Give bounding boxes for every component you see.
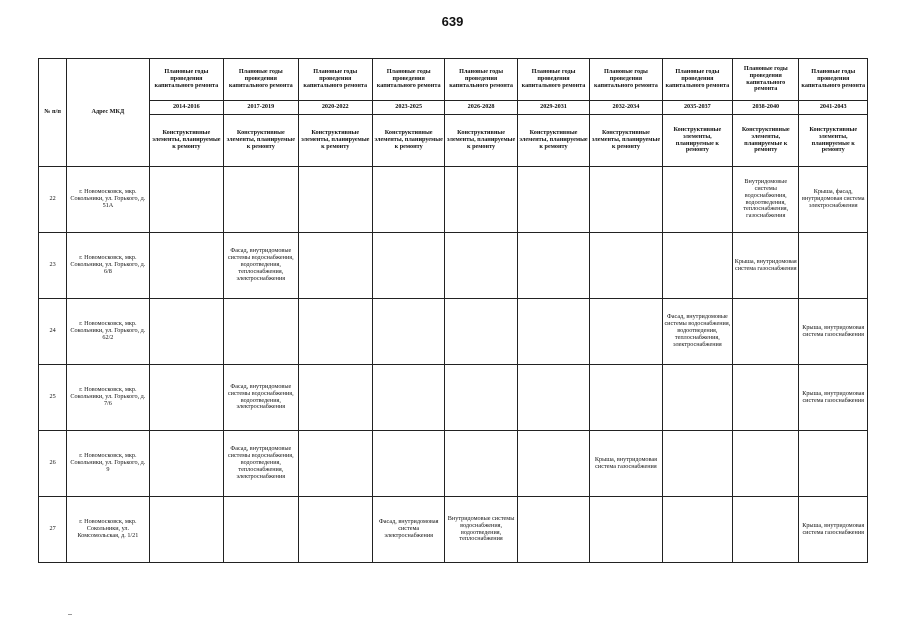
period-subtitle: Конструктивные элементы, планируемые к ремонту (662, 115, 732, 167)
repair-elements-cell (149, 431, 223, 497)
repair-elements-cell (662, 365, 732, 431)
repair-elements-cell (662, 497, 732, 563)
repair-elements-cell (372, 233, 444, 299)
period-title: Плановые годы проведения капитального ремонта (662, 59, 732, 101)
table-row (39, 299, 868, 365)
repair-elements-cell (590, 233, 662, 299)
repair-elements-cell (149, 299, 223, 365)
repair-schedule-table (38, 58, 868, 563)
period-subtitle: Конструктивные элементы, планируемые к ремонту (149, 115, 223, 167)
repair-elements-cell (445, 233, 517, 299)
table-row (39, 167, 868, 233)
repair-elements-cell (372, 299, 444, 365)
period-subtitle: Конструктивные элементы, планируемые к ремонту (372, 115, 444, 167)
repair-elements-cell: Фасад, внутридомовые системы водоснабжения, водоотведения, электроснабжения (224, 365, 298, 431)
repair-elements-cell (799, 431, 868, 497)
repair-elements-cell: Крыша, внутридомовая система газоснабжения (799, 299, 868, 365)
repair-elements-cell: Фасад, внутридомовая система электроснабжения (372, 497, 444, 563)
repair-elements-cell (733, 365, 799, 431)
period-title: Плановые годы проведения капитального ремонта (517, 59, 589, 101)
row-number: 25 (39, 365, 67, 431)
period-range: 2020-2022 (298, 101, 372, 115)
row-number: 27 (39, 497, 67, 563)
row-address: г. Новомосковск, мкр. Сокольники, ул. Горького, д. 62/2 (67, 299, 149, 365)
row-number: 24 (39, 299, 67, 365)
repair-elements-cell (590, 299, 662, 365)
period-title: Плановые годы проведения капитального ремонта (224, 59, 298, 101)
period-subtitle: Конструктивные элементы, планируемые к ремонту (799, 115, 868, 167)
repair-elements-cell: Крыша, внутридомовая система газоснабжения (799, 365, 868, 431)
repair-elements-cell (733, 497, 799, 563)
repair-elements-cell (590, 497, 662, 563)
repair-elements-cell (517, 299, 589, 365)
period-range: 2029-2031 (517, 101, 589, 115)
period-title: Плановые годы проведения капитального ремонта (149, 59, 223, 101)
repair-elements-cell: Крыша, фасад, внутридомовая система электроснабжения (799, 167, 868, 233)
row-number: 23 (39, 233, 67, 299)
repair-elements-cell (298, 167, 372, 233)
page-number: 639 (441, 14, 464, 29)
repair-elements-cell (298, 431, 372, 497)
col-header-address: Адрес МКД (67, 59, 149, 167)
repair-elements-cell (149, 233, 223, 299)
repair-elements-cell (590, 365, 662, 431)
scan-speck (68, 614, 72, 615)
repair-elements-cell (224, 299, 298, 365)
table-header (39, 59, 868, 167)
repair-elements-cell: Фасад, внутридомовые системы водоснабжения, водоотведения, теплоснабжения, электроснабжения (224, 431, 298, 497)
period-title: Плановые годы проведения капитального ремонта (799, 59, 868, 101)
repair-elements-cell: Фасад, внутридомовые системы водоснабжения, водоотведения, теплоснабжения, электроснабжения (662, 299, 732, 365)
repair-elements-cell (662, 233, 732, 299)
repair-elements-cell (662, 167, 732, 233)
period-range: 2035-2037 (662, 101, 732, 115)
repair-elements-cell: Фасад, внутридомовые системы водоснабжения, водоотведения, теплоснабжения, электроснабжения (224, 233, 298, 299)
period-range: 2032-2034 (590, 101, 662, 115)
period-range: 2026-2028 (445, 101, 517, 115)
period-title: Плановые годы проведения капитального ремонта (590, 59, 662, 101)
repair-elements-cell (298, 365, 372, 431)
repair-elements-cell (224, 167, 298, 233)
period-range: 2023-2025 (372, 101, 444, 115)
repair-elements-cell: Внутридомовые системы водоснабжения, водоотведения, теплоснабжения (445, 497, 517, 563)
header-row-subtitles (39, 115, 868, 167)
row-address: г. Новомосковск, мкр. Сокольники, ул. Комсомольская, д. 1/21 (67, 497, 149, 563)
period-title: Плановые годы проведения капитального ремонта (298, 59, 372, 101)
repair-elements-cell: Внутридомовые системы водоснабжения, водоотведения, теплоснабжения, газоснабжения (733, 167, 799, 233)
repair-elements-cell (372, 365, 444, 431)
repair-elements-cell (733, 299, 799, 365)
period-range: 2041-2043 (799, 101, 868, 115)
row-address: г. Новомосковск, мкр. Сокольники, ул. Горького, д. 51А (67, 167, 149, 233)
repair-elements-cell (149, 167, 223, 233)
repair-elements-cell (372, 167, 444, 233)
repair-elements-cell (517, 431, 589, 497)
repair-elements-cell: Крыша, внутридомовая система газоснабжения (733, 233, 799, 299)
header-row-titles (39, 59, 868, 101)
repair-elements-cell (298, 233, 372, 299)
col-header-number: № п/п (39, 59, 67, 167)
period-range: 2017-2019 (224, 101, 298, 115)
row-address: г. Новомосковск, мкр. Сокольники, ул. Горького, д. 6/8 (67, 233, 149, 299)
period-title: Плановые годы проведения капитального ремонта (372, 59, 444, 101)
repair-elements-cell: Крыша, внутридомовая система газоснабжения (590, 431, 662, 497)
period-subtitle: Конструктивные элементы, планируемые к ремонту (224, 115, 298, 167)
table-row (39, 233, 868, 299)
table-body (39, 167, 868, 563)
repair-elements-cell: Крыша, внутридомовая система газоснабжения (799, 497, 868, 563)
period-subtitle: Конструктивные элементы, планируемые к ремонту (517, 115, 589, 167)
repair-elements-cell (372, 431, 444, 497)
header-row-ranges (39, 101, 868, 115)
table-row (39, 497, 868, 563)
repair-elements-cell (445, 365, 517, 431)
repair-elements-cell (590, 167, 662, 233)
repair-elements-cell (517, 365, 589, 431)
period-subtitle: Конструктивные элементы, планируемые к ремонту (590, 115, 662, 167)
table-row (39, 431, 868, 497)
repair-elements-cell (799, 233, 868, 299)
row-number: 22 (39, 167, 67, 233)
repair-elements-cell (733, 431, 799, 497)
period-title: Плановые годы проведения капитального ремонта (445, 59, 517, 101)
repair-elements-cell (445, 431, 517, 497)
period-range: 2038-2040 (733, 101, 799, 115)
period-subtitle: Конструктивные элементы, планируемые к ремонту (445, 115, 517, 167)
period-title: Плановые годы проведения капитального ремонта (733, 59, 799, 101)
repair-elements-cell (149, 497, 223, 563)
period-range: 2014-2016 (149, 101, 223, 115)
repair-elements-cell (517, 497, 589, 563)
row-address: г. Новомосковск, мкр. Сокольники, ул. Горького, д. 7/6 (67, 365, 149, 431)
repair-elements-cell (517, 233, 589, 299)
repair-elements-cell (445, 299, 517, 365)
row-address: г. Новомосковск, мкр. Сокольники, ул. Горького, д. 9 (67, 431, 149, 497)
repair-elements-cell (298, 299, 372, 365)
repair-elements-cell (662, 431, 732, 497)
repair-elements-cell (517, 167, 589, 233)
repair-elements-cell (224, 497, 298, 563)
period-subtitle: Конструктивные элементы, планируемые к ремонту (298, 115, 372, 167)
repair-elements-cell (445, 167, 517, 233)
period-subtitle: Конструктивные элементы, планируемые к ремонту (733, 115, 799, 167)
repair-elements-cell (298, 497, 372, 563)
repair-elements-cell (149, 365, 223, 431)
table-row (39, 365, 868, 431)
row-number: 26 (39, 431, 67, 497)
